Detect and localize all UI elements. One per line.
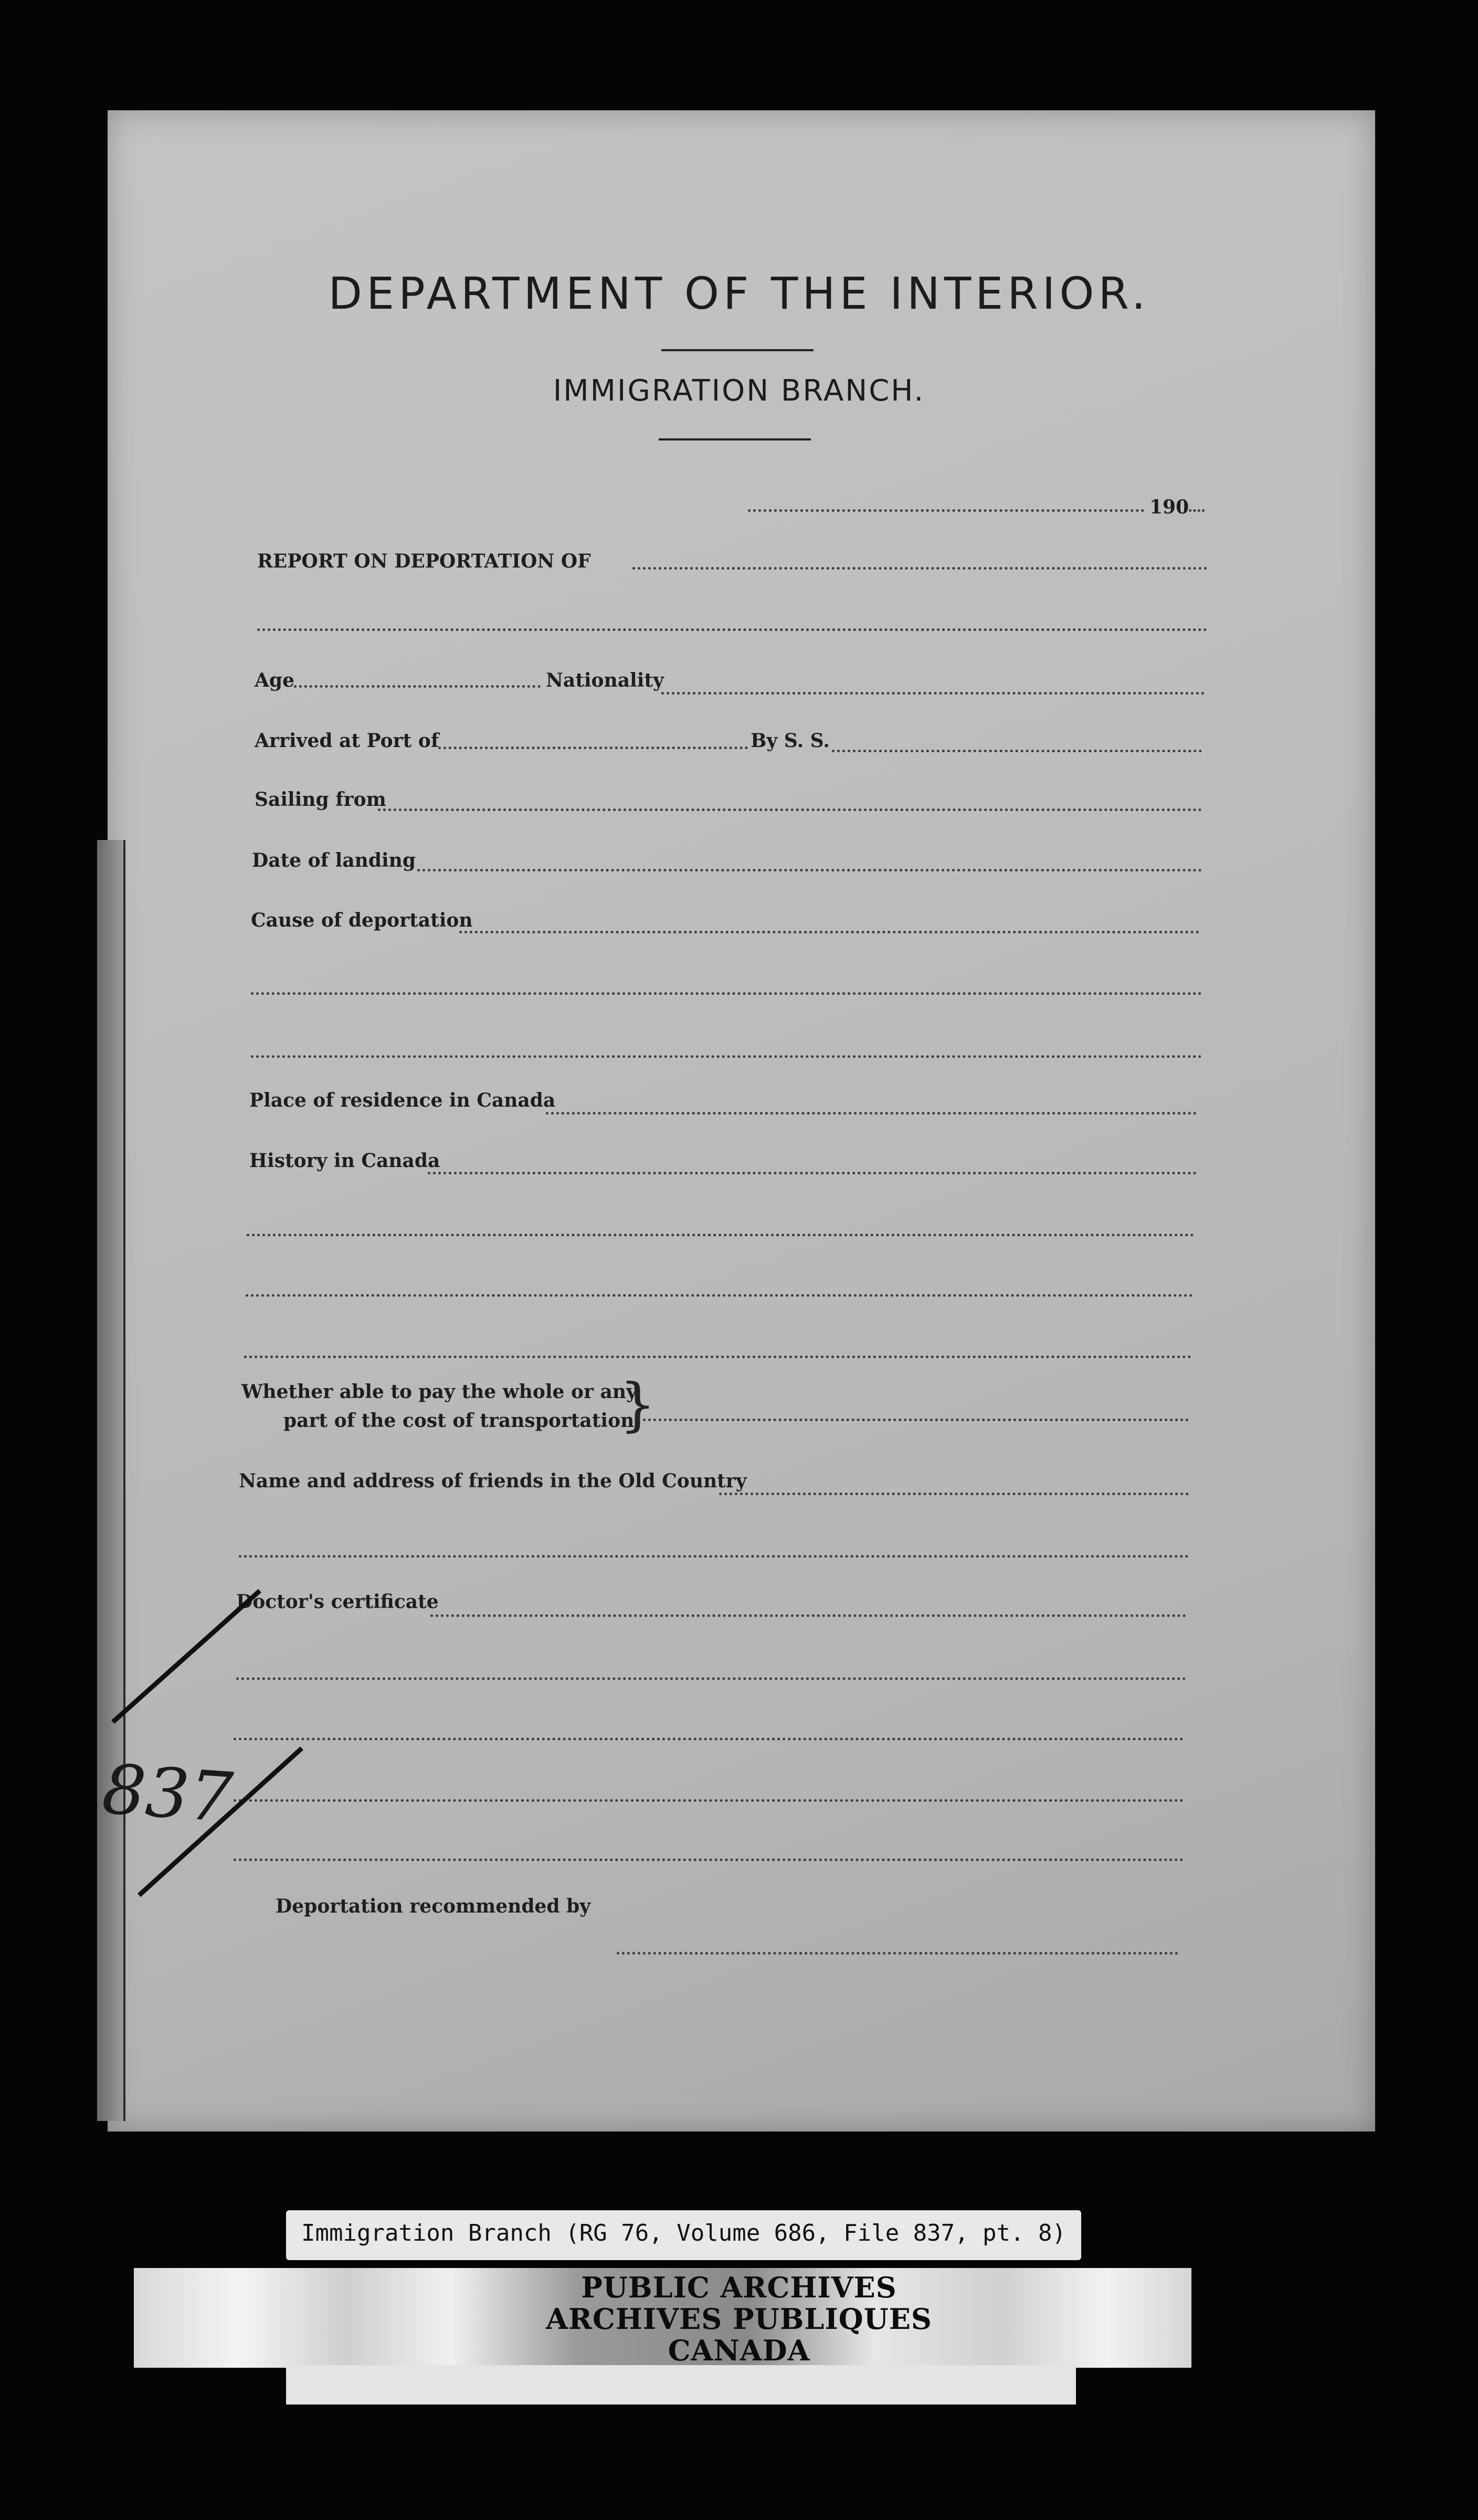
pay-label-line2: part of the cost of transportation [283,1410,635,1432]
pay-label-line1: Whether able to pay the whole or any [241,1381,637,1403]
sailing-label: Sailing from [255,789,386,811]
archive-reference: Immigration Branch (RG 76, Volume 686, File 837, pt. 8) [301,2220,1066,2246]
history-dots-3 [246,1294,1193,1297]
date-suffix: 190 [1149,496,1189,518]
landing-label: Date of landing [252,849,416,872]
date-dots [748,509,1144,512]
department-title: DEPARTMENT OF THE INTERIOR. [328,268,1150,319]
handwritten-file-number: 837 [100,1749,236,1838]
branch-rule [659,438,811,440]
residence-label: Place of residence in Canada [249,1089,556,1111]
title-rule [661,349,814,351]
nationality-label: Nationality [546,669,664,691]
doctor-dots-3 [234,1738,1184,1740]
history-label: History in Canada [249,1150,440,1172]
cause-dots-2 [251,992,1202,995]
branch-title: IMMIGRATION BRANCH. [553,374,925,408]
doctor-dots-2 [236,1677,1186,1680]
report-dots-2 [257,628,1207,631]
cause-dots [459,931,1199,933]
recommended-label: Deportation recommended by [276,1895,591,1917]
archive-line-2: ARCHIVES PUBLIQUES [546,2302,932,2336]
report-label: REPORT ON DEPORTATION OF [257,550,591,572]
doctor-dots [430,1614,1186,1617]
by-ss-dots [832,750,1202,752]
arrived-label: Arrived at Port of [255,730,439,752]
age-label: Age [255,669,295,691]
archive-stamp-lower [286,2365,1076,2404]
doctor-dots-4 [234,1799,1184,1802]
friends-dots [719,1493,1189,1495]
recommended-dots [617,1952,1178,1955]
archive-reference-strip [286,2210,1081,2260]
sailing-dots [378,808,1202,811]
doctor-dots-5 [234,1858,1184,1861]
age-dots [294,685,541,688]
landing-dots [417,869,1202,872]
report-dots [632,567,1207,570]
date-end-dots [1189,509,1205,512]
pay-dots [643,1419,1189,1421]
handwritten-strokes [102,1549,323,1916]
friends-label: Name and address of friends in the Old Country [239,1470,747,1492]
cause-dots-3 [251,1055,1202,1058]
history-dots-2 [247,1234,1194,1236]
residence-dots [546,1112,1197,1115]
history-dots-4 [244,1356,1191,1358]
by-ss-label: By S. S. [751,730,830,752]
nationality-dots [661,692,1205,695]
friends-dots-2 [239,1555,1189,1558]
archive-line-1: PUBLIC ARCHIVES [581,2271,897,2304]
doctor-label: Doctor's certificate [236,1591,439,1613]
cause-label: Cause of deportation [251,909,473,931]
pay-brace: } [619,1371,656,1438]
page-edge-fold [97,840,125,2121]
archive-line-3: CANADA [668,2334,810,2367]
history-dots [428,1172,1197,1174]
arrived-dots [438,747,748,749]
